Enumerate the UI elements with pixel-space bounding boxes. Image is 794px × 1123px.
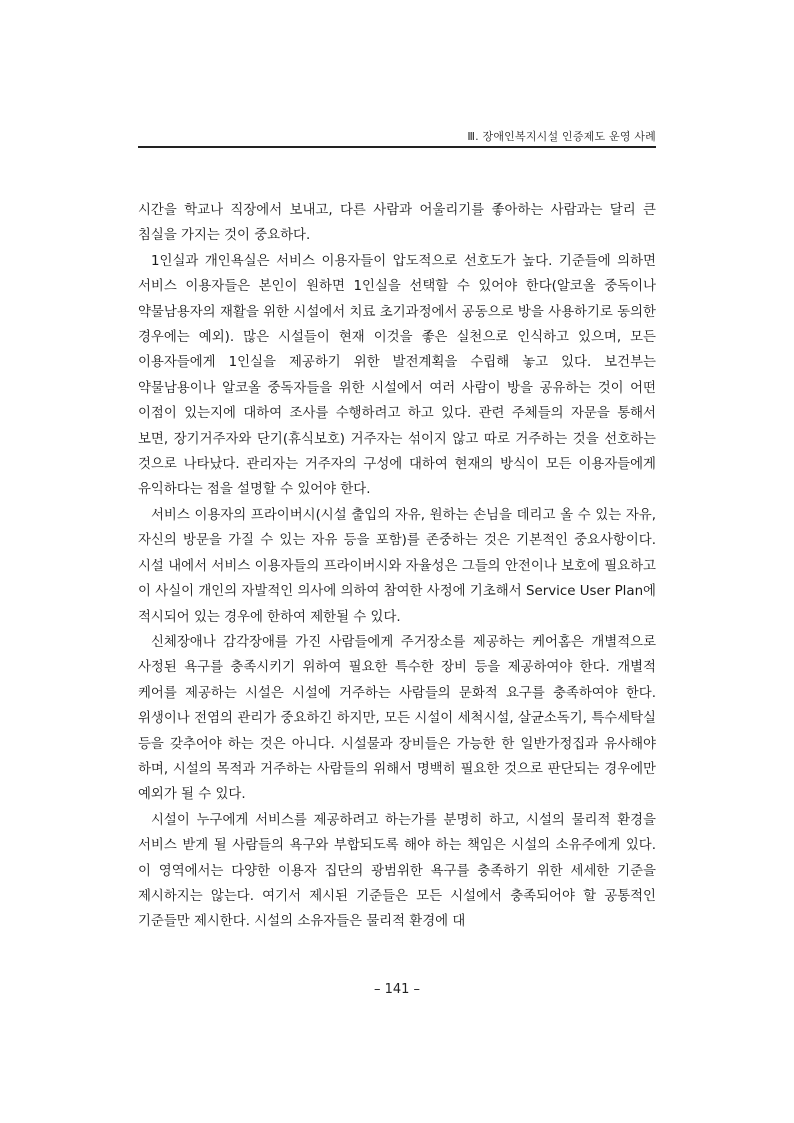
running-header: Ⅲ. 장애인복지시설 인증제도 운영 사례	[467, 130, 656, 143]
paragraph-5: 시설이 누구에게 서비스를 제공하려고 하는가를 분명히 하고, 시설의 물리적 환경을 서비스 받게 될 사람들의 욕구와 부합되도록 해야 하는 책임은 시설의 소유주에게 있다. 이 영역에서는 다양한 이용자 집단의 광범위한 욕구를 충족하기 위한 세세한 기준을 제시하지는 않는다. 여기서 제시된 기준들은 모든 시설에서 충족되어야 할 공통적인 기준들만 제시한다. 시설의 소유자들은 물리적 환경에 대	[138, 812, 656, 930]
paragraph-3: 서비스 이용자의 프라이버시(시설 출입의 자유, 원하는 손님을 데리고 올 수 있는 자유, 자신의 방문을 가질 수 있는 자유 등을 포함)를 존중하는 것은 기본적인 중요사항이다. 시설 내에서 서비스 이용자들의 프라이버시와 자율성은 그들의 안전이나 보호에 필요하고 이 사실이 개인의 자발적인 의사에 의하여 참여한 사정에 기초해서 Service User Plan에 적시되어 있는 경우에 한하여 제한될 수 있다.	[138, 507, 656, 625]
page-number: – 141 –	[373, 982, 421, 997]
paragraph-2: 1인실과 개인욕실은 서비스 이용자들이 압도적으로 선호도가 높다. 기준들에 의하면 서비스 이용자들은 본인이 원하면 1인실을 선택할 수 있어야 한다(알코올 중독이나 약물남용자의 재활을 위한 시설에서 치료 초기과정에서 공동으로 방을 사용하기로 동의한 경우에는 예외). 많은 시설들이 현재 이것을 좋은 실천으로 인식하고 있으며, 모든 이용자들에게 1인실을 제공하기 위한 발전계획을 수립해 놓고 있다. 보건부는 약물남용이나 알코올 중독자들을 위한 시설에서 여러 사람이 방을 공유하는 것이 어떤 이점이 있는지에 대하여 조사를 수행하려고 하고 있다. 관련 주체들의 자문을 통해서 보면, 장기거주자와 단기(휴식보호) 거주자는 섞이지 않고 따로 거주하는 것을 선호하는 것으로 나타났다. 관리자는 거주자의 구성에 대하여 현재의 방식이 모든 이용자들에게 유익하다는 점을 설명할 수 있어야 한다.	[138, 253, 656, 498]
paragraph-4: 신체장애나 감각장애를 가진 사람들에게 주거장소를 제공하는 케어홈은 개별적으로 사정된 욕구를 충족시키기 위하여 필요한 특수한 장비 등을 제공하여야 한다. 개별적 케어를 제공하는 시설은 시설에 거주하는 사람들의 문화적 요구를 충족하여야 한다. 위생이나 전염의 관리가 중요하긴 하지만, 모든 시설이 세척시설, 살균소독기, 특수세탁실 등을 갖추어야 하는 것은 아니다. 시설물과 장비들은 가능한 한 일반가정집과 유사해야 하며, 시설의 목적과 거주하는 사람들의 위해서 명백히 필요한 것으로 판단되는 경우에만 예외가 될 수 있다.	[138, 634, 656, 803]
paragraph-1: 시간을 학교나 직장에서 보내고, 다른 사람과 어울리기를 좋아하는 사람과는 달리 큰 침실을 가지는 것이 중요하다.	[138, 203, 656, 244]
header-rule	[138, 146, 656, 148]
body-text	[138, 198, 656, 935]
